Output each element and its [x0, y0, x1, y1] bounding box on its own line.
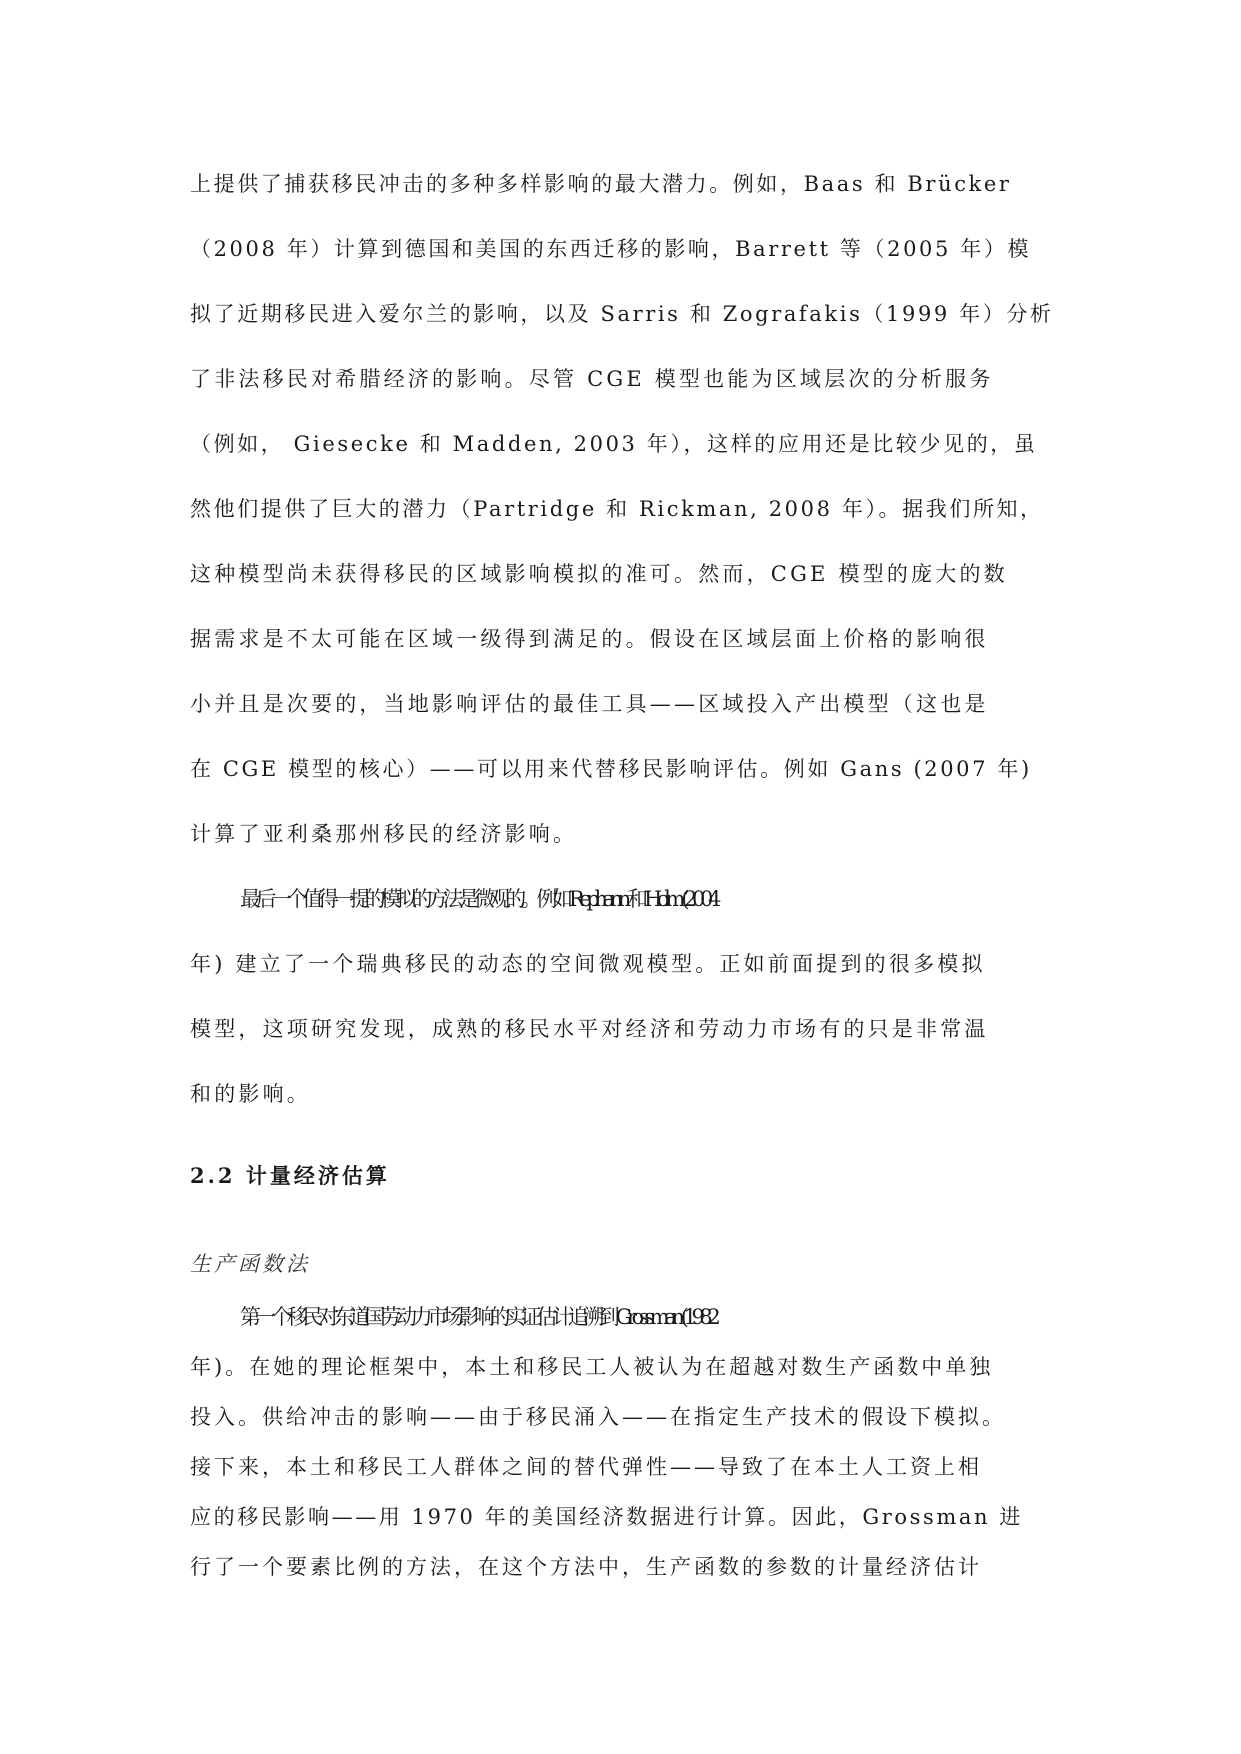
- text-line: （例如， Giesecke 和 Madden, 2003 年），这样的应用还是比较少见的，虽: [190, 432, 1038, 456]
- text-line: 最后一个值得一提的模拟的方法是微观的。例如 Rephann 和 Holm (2004: [240, 887, 716, 911]
- text-line: 然他们提供了巨大的潜力（Partridge 和 Rickman, 2008 年）。据我们所知，: [190, 497, 1044, 521]
- text-line: 接下来，本土和移民工人群体之间的替代弹性——导致了在本土人工资上相: [190, 1455, 982, 1479]
- text-line: 在 CGE 模型的核心）——可以用来代替移民影响评估。例如 Gans (2007 年): [190, 757, 1032, 781]
- text-line: 和的影响。: [190, 1082, 311, 1106]
- text-line: 投入。供给冲击的影响——由于移民涌入——在指定生产技术的假设下模拟。: [190, 1405, 1006, 1429]
- text-line: 了非法移民对希腊经济的影响。尽管 CGE 模型也能为区域层次的分析服务: [190, 367, 994, 391]
- text-line: 年)。在她的理论框架中，本土和移民工人被认为在超越对数生产函数中单独: [190, 1355, 994, 1379]
- text-line: 应的移民影响——用 1970 年的美国经济数据进行计算。因此，Grossman 进: [190, 1505, 1024, 1529]
- text-line: 上提供了捕获移民冲击的多种多样影响的最大潜力。例如，Baas 和 Brücker: [190, 172, 1012, 196]
- text-line: 模型，这项研究发现，成熟的移民水平对经济和劳动力市场有的只是非常温: [190, 1017, 989, 1041]
- subsection-heading: 生产函数法: [190, 1252, 310, 1276]
- text-line: 计算了亚利桑那州移民的经济影响。: [190, 822, 578, 846]
- text-line: 年) 建立了一个瑞典移民的动态的空间微观模型。正如前面提到的很多模拟: [190, 952, 986, 976]
- text-line: （2008 年）计算到德国和美国的东西迁移的影响，Barrett 等（2005 年）模: [190, 237, 1032, 261]
- text-line: 第一个移民对东道国劳动力市场影响的实证估计追溯到 Grossman (1982: [240, 1305, 716, 1329]
- text-line: 拟了近期移民进入爱尔兰的影响，以及 Sarris 和 Zografakis（1999 年）分析: [190, 302, 1054, 326]
- text-line: 小并且是次要的，当地影响评估的最佳工具——区域投入产出模型（这也是: [190, 692, 989, 716]
- text-line: 据需求是不太可能在区域一级得到满足的。假设在区域层面上价格的影响很: [190, 627, 989, 651]
- text-line: 这种模型尚未获得移民的区域影响模拟的准可。然而，CGE 模型的庞大的数: [190, 562, 1008, 586]
- text-line: 行了一个要素比例的方法，在这个方法中，生产函数的参数的计量经济估计: [190, 1555, 982, 1579]
- section-heading: 2.2 计量经济估算: [190, 1163, 390, 1188]
